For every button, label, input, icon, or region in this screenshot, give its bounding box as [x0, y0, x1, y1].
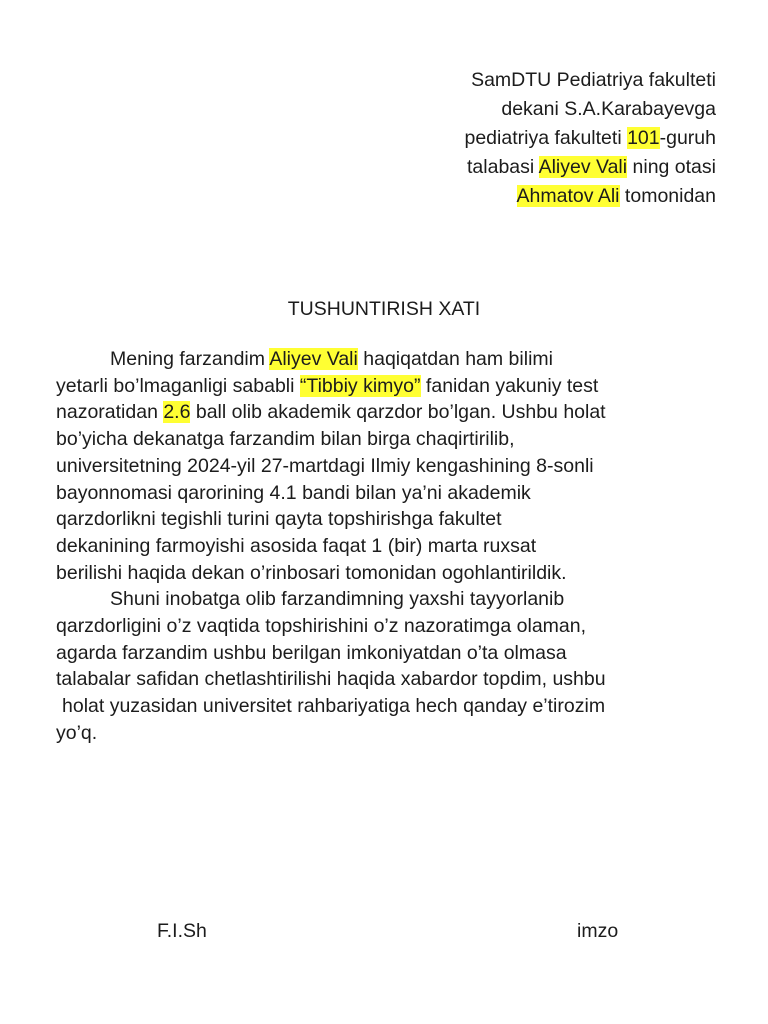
body-line-5: universitetning 2024-yil 27-martdagi Ilmiy kengashining 8-sonli	[56, 454, 594, 477]
address-block	[464, 66, 716, 211]
body-line-6: bayonnomasi qarorining 4.1 bandi bilan ya’ni akademik	[56, 481, 531, 504]
subject-highlight: “Tibbiy kimyo”	[299, 374, 421, 397]
body-line-15: yo’q.	[56, 721, 98, 744]
body-student-name-highlight: Aliyev Vali	[269, 348, 358, 370]
address-line-1: SamDTU Pediatriya fakulteti	[471, 69, 716, 91]
address-line-5: Ahmatov Ali tomonidan	[516, 185, 716, 207]
body-line-8: dekanining farmoyishi asosida faqat 1 (bir) marta ruxsat	[56, 534, 537, 557]
body-line-3: nazoratidan 2.6 ball olib akademik qarzdor bo’lgan. Ushbu holat	[56, 401, 606, 424]
fish-label: F.I.Sh	[157, 920, 207, 942]
score-highlight: 2.6	[163, 401, 191, 424]
imzo-label: imzo	[577, 920, 619, 942]
body-line-14: holat yuzasidan universitet rahbariyatiga hech qanday e’tirozim	[62, 695, 606, 718]
address-line-2: dekani S.A.Karabayevga	[501, 98, 716, 120]
body-line-7: qarzdorlikni tegishli turini qayta topshirishga fakultet	[56, 508, 502, 531]
document-title: TUSHUNTIRISH XATI	[287, 298, 481, 320]
student-name-highlight: Aliyev Vali	[538, 156, 628, 178]
body-line-9: berilishi haqida dekan o’rinbosari tomonidan ogohlantirildik.	[56, 561, 567, 584]
body-line-11: qarzdorligini o’z vaqtida topshirishini o’z nazoratimga olaman,	[56, 615, 587, 638]
letter-body	[56, 346, 736, 747]
address-line-4: talabasi Aliyev Vali ning otasi	[467, 156, 716, 178]
address-line-3: pediatriya fakulteti 101-guruh	[464, 127, 716, 149]
body-line-1: Mening farzandim Aliyev Vali haqiqatdan ham bilimi	[110, 348, 553, 370]
father-name-highlight: Ahmatov Ali	[516, 185, 620, 207]
body-line-10: Shuni inobatga olib farzandimning yaxshi tayyorlanib	[110, 588, 565, 611]
group-number-highlight: 101	[627, 127, 660, 149]
body-line-13: talabalar safidan chetlashtirilishi haqida xabardor topdim, ushbu	[56, 668, 606, 691]
body-line-4: bo’yicha dekanatga farzandim bilan birga chaqirtirilib,	[56, 428, 515, 451]
body-line-12: agarda farzandim ushbu berilgan imkoniyatdan o’ta olmasa	[56, 641, 567, 664]
body-line-2: yetarli bo’lmaganligi sababli “Tibbiy kimyo” fanidan yakuniy test	[56, 374, 599, 397]
